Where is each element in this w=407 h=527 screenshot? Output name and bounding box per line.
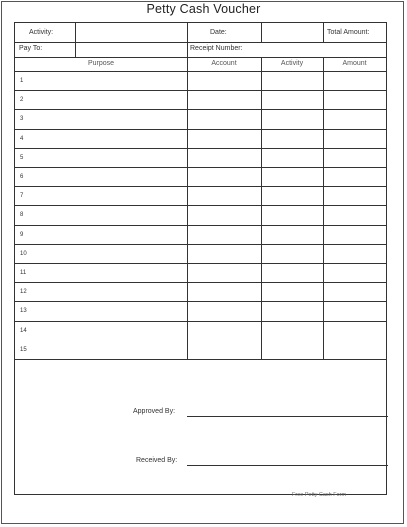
column-divider xyxy=(187,71,188,359)
footer-brand: Free Petty Cash Form xyxy=(292,492,347,498)
row-divider xyxy=(15,205,386,206)
approved-by-label: Approved By: xyxy=(133,408,176,415)
approved-by-line[interactable] xyxy=(187,416,388,417)
column-divider xyxy=(261,71,262,359)
row-number: 6 xyxy=(20,174,24,180)
voucher-form xyxy=(14,22,387,495)
row-divider xyxy=(15,225,386,226)
row-number: 8 xyxy=(20,212,24,218)
column-header-amount: Amount xyxy=(342,60,367,67)
row-number: 11 xyxy=(20,270,27,276)
row-divider xyxy=(15,359,386,360)
row-divider xyxy=(15,129,386,130)
row-number: 9 xyxy=(20,232,24,238)
header-divider-1 xyxy=(15,42,386,43)
row-number: 12 xyxy=(20,289,27,295)
activity-field-divider xyxy=(75,23,76,57)
row-number: 14 xyxy=(20,328,27,334)
row-divider xyxy=(15,186,386,187)
column-divider xyxy=(323,71,324,359)
row-divider xyxy=(15,321,386,322)
row-divider xyxy=(15,90,386,91)
row-divider xyxy=(15,282,386,283)
receipt-number-label: Receipt Number: xyxy=(190,45,243,52)
received-by-label: Received By: xyxy=(136,457,178,464)
row-divider xyxy=(15,148,386,149)
row-number: 4 xyxy=(20,136,24,142)
row-divider xyxy=(15,109,386,110)
form-title: Petty Cash Voucher xyxy=(146,2,261,16)
date-label: Date: xyxy=(210,29,227,36)
row-number: 10 xyxy=(20,251,27,257)
column-header-purpose: Purpose xyxy=(87,60,115,67)
column-header-account: Account xyxy=(211,60,237,67)
row-divider xyxy=(15,167,386,168)
row-number: 3 xyxy=(20,116,24,122)
row-number: 15 xyxy=(20,347,27,353)
row-number: 7 xyxy=(20,193,24,199)
column-header-divider xyxy=(15,71,386,72)
row-divider xyxy=(15,301,386,302)
total-field-divider xyxy=(323,23,324,42)
row-divider xyxy=(15,244,386,245)
activity-label: Activity: xyxy=(29,29,54,36)
row-divider xyxy=(15,263,386,264)
total-amount-label: Total Amount: xyxy=(327,29,370,36)
row-number: 5 xyxy=(20,155,24,161)
row-number: 1 xyxy=(20,78,24,84)
date-field-divider xyxy=(261,23,262,42)
header-divider-2 xyxy=(15,57,386,58)
row-number: 13 xyxy=(20,308,27,314)
pay-to-label: Pay To: xyxy=(19,45,43,52)
received-by-line[interactable] xyxy=(187,465,388,466)
row-number: 2 xyxy=(20,97,24,103)
column-header-activity: Activity xyxy=(280,60,304,67)
